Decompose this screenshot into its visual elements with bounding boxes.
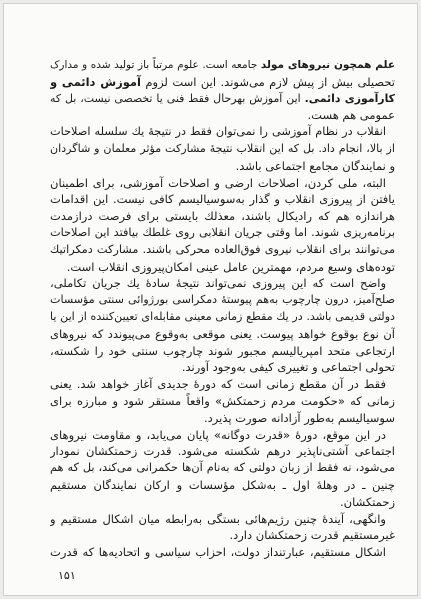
text-segment: زحمتکشان. [340, 494, 395, 509]
text-line [50, 359, 395, 376]
text-segment: البته، ملی کردن، اصلاحات ارضی و اصلاحات آموزشی، برای اطمینان [50, 175, 386, 190]
paragraph [50, 275, 395, 376]
text-segment: و نمایندگان مجامع اجتماعی باشد. [235, 158, 395, 173]
page-body [50, 57, 395, 561]
text-segment: تحولی اجتماعی و تغییری کیفی به‌وجود آورند. [181, 360, 395, 375]
text-line [50, 527, 395, 544]
text-line [50, 175, 395, 192]
text-line [50, 443, 395, 460]
paragraph [50, 124, 395, 174]
text-segment: در این موقع، دورهٔ «قدرت دوگانه» پایان می‌یابد، و مقاومت نیروهای [50, 427, 386, 442]
text-segment: جامعه است. علوم مرتباً باز تولید شده و مدارک [50, 59, 261, 71]
text-line [50, 376, 395, 393]
text-line [50, 427, 395, 444]
text-segment: آن نوع بوقوع خواهد پیوست. یعنی موقعی به‌وقوع می‌پیوندد که نیروهای [50, 326, 395, 341]
text-segment: واضح است که این پیروزی نمی‌تواند نتیجهٔ سادهٔ یك جریان تکاملی، [50, 276, 386, 291]
text-line [50, 225, 395, 242]
text-segment: اجتماعی آشتی‌ناپذیر درهم شکسته می‌شود. قدرت زحمتکشان نمودار [50, 444, 395, 459]
text-line [50, 326, 395, 343]
text-line [50, 57, 395, 74]
page-number: ۱۵۱ [58, 569, 76, 582]
text-line [50, 494, 395, 511]
text-segment: عمومی هم هست. [307, 108, 395, 123]
text-line [50, 275, 395, 292]
text-segment: وانگهی، آیندهٔ چنین رژیم‌هائی بستگی به‌رابطه میان اشکال مستقیم و [50, 511, 386, 526]
text-segment: ارتجاعی متحد امپریالیسم مجبور شوند چارچوب سنتی خود را شکسته، [50, 343, 395, 358]
text-segment: فقط در آن مقطع زمانی است که دورهٔ جدیدی آغاز خواهد شد. یعنی [50, 377, 386, 392]
text-segment: یافتن از پیروزی انقلاب و گذار به‌سوسیالیسم کافی نیست. این اقدامات [50, 192, 395, 207]
text-line [50, 292, 395, 309]
text-line [50, 511, 395, 528]
paragraph [50, 57, 395, 124]
text-segment: هراندازه هم که رادیکال باشند، معذلك بایستی برای فرصت درازمدت [50, 209, 395, 224]
text-line [50, 477, 395, 494]
text-segment: از بالا، انجام داد. بل که این انقلاب نتیجهٔ مشارکت مؤثر معلمان و شاگردان [50, 141, 395, 155]
text-segment: توده‌های وسیع مردم، مهمترین عامل عینی امکان‌پیروزی انقلاب است. [66, 259, 395, 274]
text-line [50, 242, 395, 259]
text-line [50, 393, 395, 410]
text-segment: این آموزش بهرحال فقط فنی یا تخصصی نیست، بل که [50, 91, 305, 105]
text-line [50, 410, 395, 427]
text-line [50, 460, 395, 477]
text-segment: تحصیلی بیش از پیش لازم می‌شوند. این است لزوم [140, 74, 395, 89]
text-segment: انقلاب در نظام آموزشی را نمی‌توان فقط در نتیجهٔ یك سلسله اصلاحات [50, 125, 386, 139]
text-segment: می‌توانند برای انقلاب نیروی فوق‌العاده محرکی باشند. مشارکت دمکراتیك [50, 242, 395, 256]
text-line [50, 141, 395, 158]
text-line [50, 124, 395, 141]
text-segment: صلح‌آمیز، درون چارچوب به‌هم پیوستهٔ دمکراسی بورژوائی سنتی مؤسسات [50, 293, 395, 307]
text-line [50, 208, 395, 225]
text-segment: می‌شود، نه فقط از زبان دولتی که به‌نام آن‌ها حکمرانی می‌کند، بل که هم [50, 461, 395, 475]
text-segment: سوسیالیسم به‌طور آزادانه صورت پذیرد. [204, 410, 395, 425]
bold-text-segment: کارآموزی دائمی. [304, 91, 395, 105]
text-segment: اشکال مستقیم، عبارتنداز دولت، احزاب سیاسی و اتحادیه‌ها که قدرت [50, 545, 386, 560]
text-line [50, 91, 395, 108]
text-segment: دولتی قدیمی باشد. در یك مقطع زمانی معینی مقابله‌ای تعیین‌کننده از این یا [50, 309, 395, 323]
text-line [50, 74, 395, 91]
bold-text-segment: آموزش دائمی و [50, 74, 141, 89]
text-line [50, 107, 395, 124]
text-line [50, 544, 395, 561]
text-line [50, 259, 395, 276]
paragraph [50, 427, 395, 511]
paragraph [50, 511, 395, 545]
paragraph [50, 175, 395, 276]
paragraph [50, 544, 395, 561]
bold-text-segment: علم همچون نیروهای مولد [260, 59, 395, 71]
text-line [50, 309, 395, 326]
text-line [50, 158, 395, 175]
text-segment: چنین ـ در وهلهٔ اول ـ به‌شکل مؤسسات و ارکان نمایندگان مستقیم [50, 477, 395, 492]
text-line [50, 343, 395, 360]
text-segment: برنامه‌ریزی شوند. اما وقتی جریان انقلابی روی غلطك بیافتد این اصلاحات [50, 225, 395, 239]
paragraph [50, 376, 395, 426]
text-line [50, 191, 395, 208]
text-segment: غیرمستقیم قدرت زحمتکشان دارد. [229, 528, 395, 543]
text-segment: زمانی که «حکومت مردم زحمتکش» واقعاً مستقر شود و مبارزه برای [50, 393, 395, 408]
